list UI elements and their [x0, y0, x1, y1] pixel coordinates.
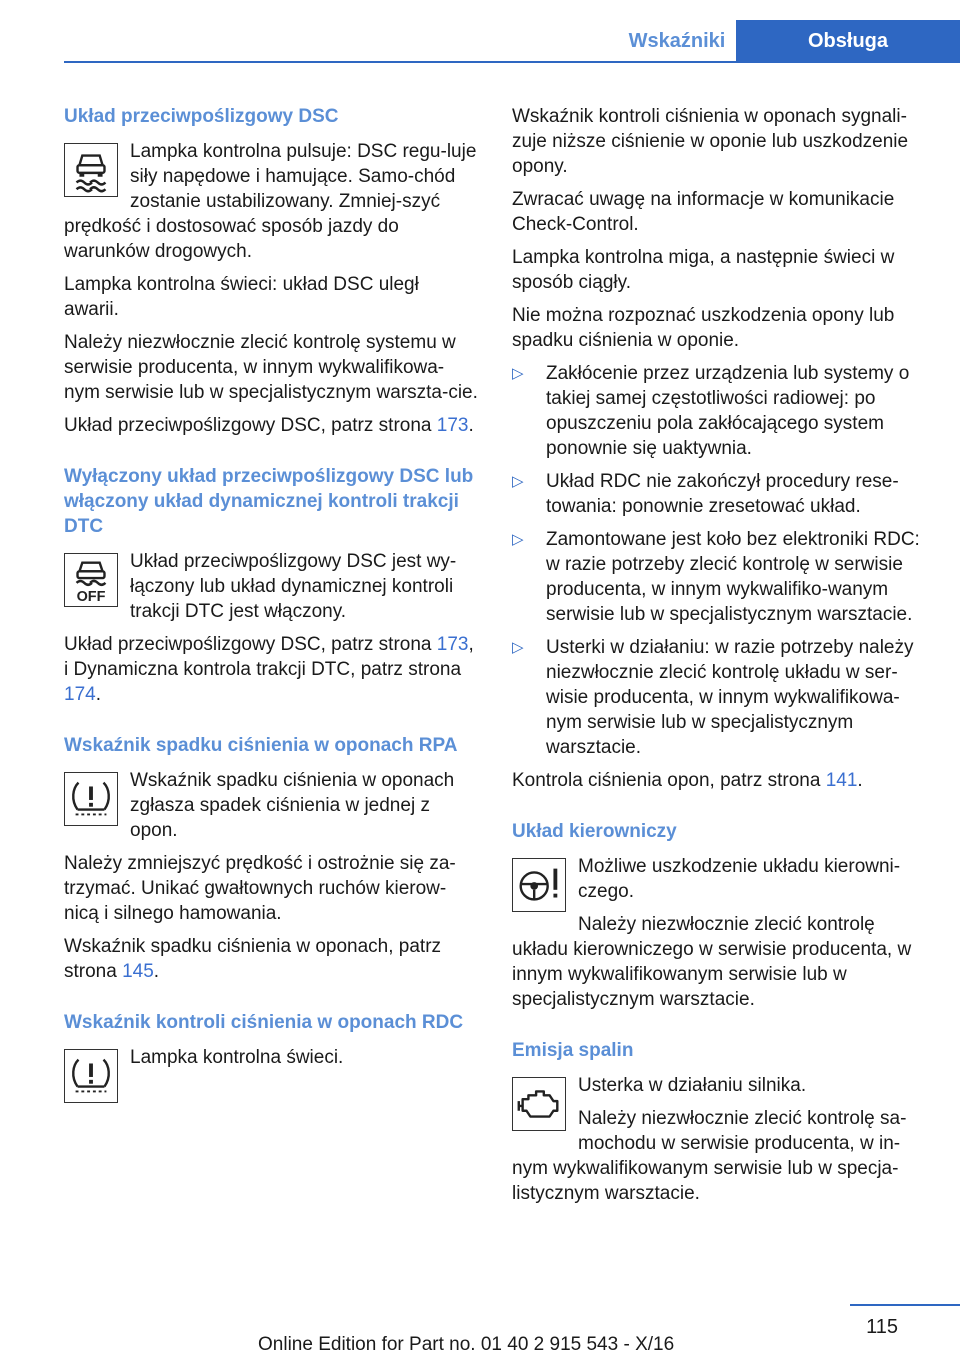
paragraph: Należy niezwłocznie zlecić kontrolę sa-mochodu w serwisie producenta, w in-nym wykwalifikowanym serwisie lub w specja-listycznym warsztacie.: [512, 1108, 907, 1204]
engine-check-icon: [512, 1077, 566, 1131]
page-link[interactable]: 145: [122, 961, 154, 982]
list-item: ▷ Usterki w działaniu: w razie potrzeby należy niezwłocznie zlecić kontrolę układu w ser-wisie producenta, w innym wykwalifikowa-nym serwisie lub w specjalistycznym warsztacie.: [512, 635, 928, 760]
tire-pressure-icon: [64, 772, 118, 826]
paragraph: Należy niezwłocznie zlecić kontrolę układu kierowniczego w serwisie producenta, w innym wykwalifikowanym serwisie lub w specjalistycznym warsztacie.: [512, 914, 912, 1010]
bullet-list: [512, 361, 928, 760]
left-column: [64, 104, 478, 1105]
list-item: ▷ Zakłócenie przez urządzenia lub systemy o takiej samej częstotliwości radiowej: po opuszczeniu pola zakłócającego system ponownie się uaktywnia.: [512, 361, 928, 461]
section-dsc: [64, 104, 478, 438]
list-item: ▷ Zamontowane jest koło bez elektroniki RDC: w razie potrzeby zlecić kontrolę w serwisie producenta, w innym wykwalifiko-wanym serwisie lub w specjalistycznym warsztacie.: [512, 527, 928, 627]
paragraph: Lampka kontrolna pulsuje: DSC regu-luje siły napędowe i hamujące. Samo-chód zostanie ustabilizowany. Zmniej-szyć prędkość i dostosować sposób jazdy do warunków drogowych.: [64, 141, 477, 262]
punct: .: [468, 415, 474, 436]
paragraph: Zwracać uwagę na informacje w komunikacie Check-Control.: [512, 189, 895, 235]
punct: .: [153, 961, 160, 982]
paragraph: Lampka kontrolna świeci: układ DSC uległ awarii.: [64, 274, 419, 320]
paragraph: Należy niezwłocznie zlecić kontrolę systemu w serwisie producenta, w innym wykwalifikowa-nym serwisie lub w specjalistycznym warszta-cie.: [64, 332, 478, 403]
section-rdc: [64, 1010, 478, 1070]
paragraph: Usterka w działaniu silnika.: [578, 1075, 807, 1096]
punct: .: [857, 770, 863, 791]
edition-note: Online Edition for Part no. 01 40 2 915 543 - X/16: [258, 1334, 675, 1355]
section-steering: [512, 819, 928, 1012]
paragraph: Układ przeciwpoślizgowy DSC jest wy-łączony lub układ dynamicznej kontroli trakcji DTC jest włączony.: [130, 551, 457, 622]
header-rule: [64, 61, 960, 63]
section-title: Emisja spalin: [512, 1040, 634, 1061]
section-emissions: [512, 1038, 928, 1206]
dsc-warning-icon: [64, 143, 118, 197]
paragraph: Lampka kontrolna świeci.: [130, 1047, 344, 1068]
paragraph: [512, 768, 928, 793]
paragraph: [64, 413, 478, 438]
page-link[interactable]: 141: [825, 770, 858, 791]
paragraph: Nie można rozpoznać uszkodzenia opony lub spadku ciśnienia w oponie.: [512, 305, 895, 351]
page-link[interactable]: 174: [64, 684, 96, 705]
tab-section[interactable]: Wskaźniki: [628, 29, 726, 52]
section-rdc-continued: [512, 104, 928, 793]
paragraph: Lampka kontrolna miga, a następnie świeci w sposób ciągły.: [512, 247, 895, 293]
paragraph: Możliwe uszkodzenie układu kierowni-czego.: [578, 856, 901, 902]
header-tabs: [618, 20, 960, 62]
dsc-off-icon: [64, 553, 118, 607]
page-number-rule: [850, 1304, 960, 1306]
paragraph: Wskaźnik spadku ciśnienia w oponach zgłasza spadek ciśnienia w jednej z opon.: [130, 770, 455, 841]
section-title: Układ przeciwpoślizgowy DSC: [64, 106, 339, 127]
punct: .: [95, 684, 101, 705]
section-title: Wyłączony układ przeciwpoślizgowy DSC lub włączony układ dynamicznej kontroli trakcji DTC: [64, 466, 474, 537]
section-title: Układ kierowniczy: [512, 821, 677, 842]
section-title: Wskaźnik kontroli ciśnienia w oponach RDC: [64, 1012, 464, 1033]
ref-text: , i Dynamiczna kontrola trakcji DTC, patrz strona: [64, 634, 474, 680]
ref-text: Układ przeciwpoślizgowy DSC, patrz strona: [64, 415, 437, 436]
paragraph: Należy zmniejszyć prędkość i ostrożnie się za-trzymać. Unikać gwałtownych ruchów kierow-nicą i silnego hamowania.: [64, 853, 456, 924]
tab-active[interactable]: Obsługa: [736, 20, 960, 62]
tire-pressure-icon: [64, 1049, 118, 1103]
paragraph: Wskaźnik kontroli ciśnienia w oponach sygnali-zuje niższe ciśnienie w oponie lub uszkodzenie opony.: [512, 106, 909, 177]
page-link[interactable]: 173: [436, 634, 469, 655]
right-column: [512, 104, 928, 1232]
section-title: Wskaźnik spadku ciśnienia w oponach RPA: [64, 735, 458, 756]
steering-fault-icon: [512, 858, 566, 912]
ref-text: Wskaźnik spadku ciśnienia w oponach, patrz strona: [64, 936, 442, 982]
list-item: ▷ Układ RDC nie zakończył procedury rese-towania: ponownie zresetować układ.: [512, 469, 928, 519]
paragraph: [64, 934, 478, 984]
paragraph: [64, 632, 478, 707]
page-number: 115: [866, 1316, 898, 1338]
ref-text: Kontrola ciśnienia opon, patrz strona: [512, 770, 826, 791]
ref-text: Układ przeciwpoślizgowy DSC, patrz strona: [64, 634, 437, 655]
section-rpa: [64, 733, 478, 984]
page-link[interactable]: 173: [436, 415, 469, 436]
svg-text:OFF: OFF: [76, 589, 106, 606]
section-dsc-off: [64, 464, 478, 707]
